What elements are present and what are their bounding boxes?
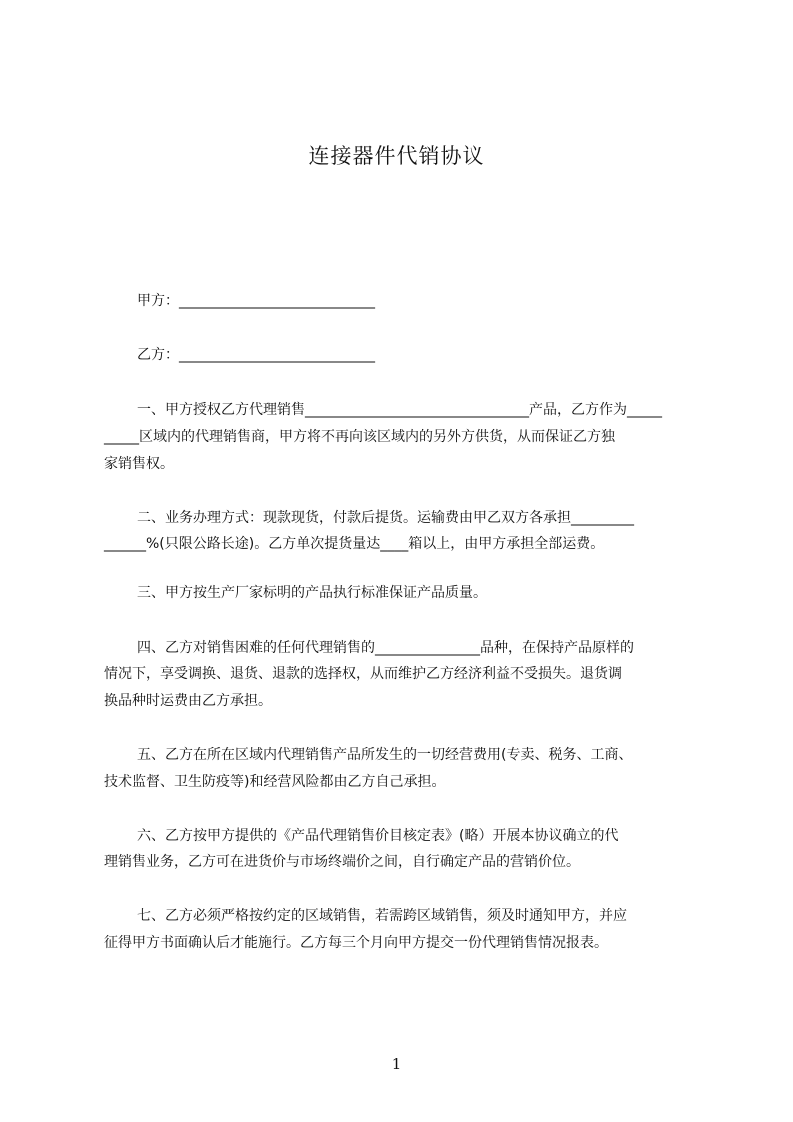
clause-2-line-2: ______%(只限公路长途)。乙方单次提货量达____箱以上，由甲方承担全部运费。 <box>104 536 605 552</box>
party-b-line: 乙方：____________________________ <box>137 347 375 363</box>
clause-5-line-2: 技术监督、卫生防疫等)和经营风险都由乙方自己承担。 <box>104 774 446 790</box>
clause-3-line-1: 三、甲方按生产厂家标明的产品执行标准保证产品质量。 <box>137 585 487 601</box>
clause-6-line-1: 六、乙方按甲方提供的《产品代理销售价目核定表》(略）开展本协议确立的代 <box>137 828 619 844</box>
document-title: 连接器件代销协议 <box>308 144 485 168</box>
clause-1-line-1: 一、甲方授权乙方代理销售________________________________产品，乙方作为_____ <box>137 402 662 418</box>
clause-4-line-1: 四、乙方对销售困难的任何代理销售的_______________品种，在保持产品原样的 <box>137 640 634 656</box>
clause-7-line-2: 征得甲方书面确认后才能施行。乙方每三个月向甲方提交一份代理销售情况报表。 <box>104 935 608 951</box>
clause-2-line-1: 二、业务办理方式：现款现货，付款后提货。运输费由甲乙双方各承担_________ <box>137 510 634 526</box>
clause-7-line-1: 七、乙方必须严格按约定的区域销售，若需跨区域销售，须及时通知甲方，并应 <box>137 908 627 924</box>
clause-6-line-2: 理销售业务，乙方可在进货价与市场终端价之间，自行确定产品的营销价位。 <box>104 854 580 870</box>
clause-1-line-2: _____区域内的代理销售商，甲方将不再向该区域内的另外方供货，从而保证乙方独 <box>104 429 615 445</box>
clause-5-line-1: 五、乙方在所在区域内代理销售产品所发生的一切经营费用(专卖、税务、工商、 <box>137 747 633 763</box>
clause-1-line-3: 家销售权。 <box>104 456 174 472</box>
clause-4-line-2: 情况下，享受调换、退货、退款的选择权，从而维护乙方经济利益不受损失。退货调 <box>104 666 622 682</box>
clause-4-line-3: 换品种时运费由乙方承担。 <box>104 693 272 709</box>
party-a-line: 甲方：____________________________ <box>137 293 375 309</box>
page-number: 1 <box>391 1055 402 1073</box>
